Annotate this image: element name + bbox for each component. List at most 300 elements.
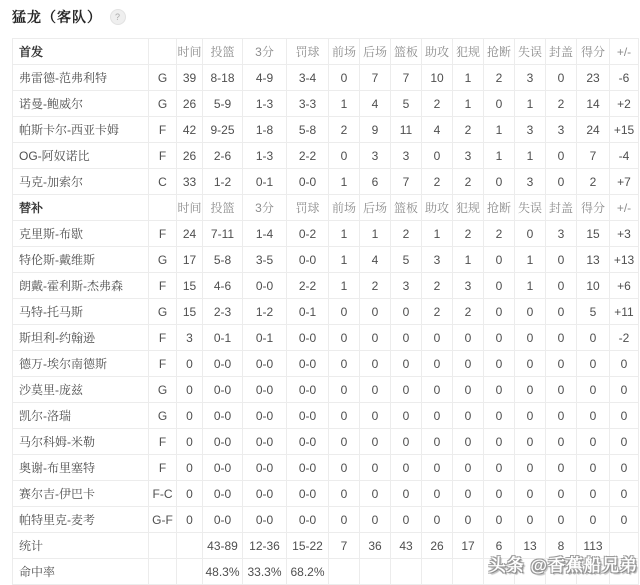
player-row xyxy=(13,299,639,325)
stat-stl: 0 xyxy=(484,455,515,481)
stat-oreb: 0 xyxy=(329,403,360,429)
stat-plusminus: +6 xyxy=(610,273,639,299)
player-row xyxy=(13,455,639,481)
col-header-blk: 封盖 xyxy=(546,39,577,65)
stat-plusminus: +3 xyxy=(610,221,639,247)
player-row xyxy=(13,247,639,273)
col-header-time: 时间 xyxy=(177,39,203,65)
summary-pf xyxy=(453,559,484,585)
stat-ast: 2 xyxy=(422,299,453,325)
stat-stl: 0 xyxy=(484,351,515,377)
stat-pf: 0 xyxy=(453,351,484,377)
col-header-pf: 犯规 xyxy=(453,39,484,65)
stat-ft: 0-0 xyxy=(287,325,329,351)
summary-time xyxy=(177,533,203,559)
stat-blk: 0 xyxy=(546,325,577,351)
stat-tov: 0 xyxy=(515,299,546,325)
stat-time: 42 xyxy=(177,117,203,143)
stat-3pt: 4-9 xyxy=(243,65,287,91)
player-position: F xyxy=(149,351,177,377)
stat-reb: 0 xyxy=(391,299,422,325)
stat-reb: 0 xyxy=(391,481,422,507)
stat-stl: 1 xyxy=(484,117,515,143)
stat-blk: 0 xyxy=(546,247,577,273)
player-position: F-C xyxy=(149,481,177,507)
summary-fg: 48.3% xyxy=(203,559,243,585)
stat-pf: 2 xyxy=(453,169,484,195)
stat-fg: 8-18 xyxy=(203,65,243,91)
stat-blk: 0 xyxy=(546,507,577,533)
stat-reb: 0 xyxy=(391,351,422,377)
stat-blk: 0 xyxy=(546,143,577,169)
stat-ast: 0 xyxy=(422,507,453,533)
player-name: 特伦斯-戴维斯 xyxy=(13,247,149,273)
stat-blk: 0 xyxy=(546,403,577,429)
stat-tov: 1 xyxy=(515,91,546,117)
stat-plusminus: 0 xyxy=(610,429,639,455)
team-title xyxy=(12,7,126,27)
stat-ast: 0 xyxy=(422,403,453,429)
col-header-pf: 犯规 xyxy=(453,195,484,221)
player-position: G xyxy=(149,377,177,403)
stat-ft: 0-0 xyxy=(287,507,329,533)
stat-pf: 1 xyxy=(453,91,484,117)
stat-oreb: 1 xyxy=(329,91,360,117)
stat-pf: 0 xyxy=(453,507,484,533)
stat-stl: 0 xyxy=(484,91,515,117)
summary-ft: 68.2% xyxy=(287,559,329,585)
stat-ft: 0-0 xyxy=(287,455,329,481)
stat-time: 39 xyxy=(177,65,203,91)
stat-pts: 0 xyxy=(577,351,610,377)
stat-ft: 3-3 xyxy=(287,91,329,117)
player-position: F xyxy=(149,455,177,481)
stat-oreb: 0 xyxy=(329,143,360,169)
stat-time: 15 xyxy=(177,273,203,299)
stat-3pt: 1-4 xyxy=(243,221,287,247)
watermark: 头条 @香蕉船兄弟 xyxy=(488,556,638,575)
col-header-ast: 助攻 xyxy=(422,195,453,221)
player-position: F xyxy=(149,117,177,143)
col-header-ft: 罚球 xyxy=(287,195,329,221)
stat-3pt: 0-0 xyxy=(243,429,287,455)
stat-tov: 0 xyxy=(515,377,546,403)
summary-oreb xyxy=(329,559,360,585)
stat-blk: 3 xyxy=(546,221,577,247)
stat-time: 24 xyxy=(177,221,203,247)
stat-blk: 0 xyxy=(546,169,577,195)
stat-oreb: 0 xyxy=(329,325,360,351)
stat-stl: 0 xyxy=(484,403,515,429)
player-name: 斯坦利-约翰逊 xyxy=(13,325,149,351)
stat-stl: 0 xyxy=(484,299,515,325)
stat-ft: 0-2 xyxy=(287,221,329,247)
player-position: G xyxy=(149,403,177,429)
stat-dreb: 0 xyxy=(360,377,391,403)
player-name: 沙莫里-庞兹 xyxy=(13,377,149,403)
stat-blk: 3 xyxy=(546,117,577,143)
stat-pts: 2 xyxy=(577,169,610,195)
stat-oreb: 0 xyxy=(329,65,360,91)
stat-ast: 1 xyxy=(422,221,453,247)
stat-fg: 0-0 xyxy=(203,481,243,507)
stat-tov: 0 xyxy=(515,221,546,247)
stat-tov: 0 xyxy=(515,429,546,455)
stat-dreb: 2 xyxy=(360,273,391,299)
stat-reb: 11 xyxy=(391,117,422,143)
stat-tov: 3 xyxy=(515,65,546,91)
stat-pf: 3 xyxy=(453,273,484,299)
team-title-text: 猛龙（客队） xyxy=(12,9,102,25)
player-name: 帕斯卡尔-西亚卡姆 xyxy=(13,117,149,143)
stat-dreb: 0 xyxy=(360,455,391,481)
summary-blk: 8 xyxy=(546,533,577,559)
stat-pts: 13 xyxy=(577,247,610,273)
col-header-stl: 抢断 xyxy=(484,195,515,221)
stat-3pt: 0-1 xyxy=(243,169,287,195)
stat-stl: 0 xyxy=(484,429,515,455)
summary-reb xyxy=(391,559,422,585)
summary-position xyxy=(149,533,177,559)
summary-ft: 15-22 xyxy=(287,533,329,559)
stat-fg: 4-6 xyxy=(203,273,243,299)
player-row xyxy=(13,325,639,351)
player-position: G xyxy=(149,65,177,91)
player-row xyxy=(13,351,639,377)
stat-pts: 0 xyxy=(577,429,610,455)
stat-ft: 0-0 xyxy=(287,377,329,403)
stat-ast: 0 xyxy=(422,481,453,507)
stat-plusminus: 0 xyxy=(610,403,639,429)
summary-dreb xyxy=(360,559,391,585)
col-header-dreb: 后场 xyxy=(360,195,391,221)
player-row xyxy=(13,507,639,533)
player-position: G-F xyxy=(149,507,177,533)
col-header-fg: 投篮 xyxy=(203,39,243,65)
stat-pf: 0 xyxy=(453,429,484,455)
stat-dreb: 0 xyxy=(360,481,391,507)
stat-pts: 10 xyxy=(577,273,610,299)
summary-pf: 17 xyxy=(453,533,484,559)
stat-blk: 0 xyxy=(546,65,577,91)
player-row xyxy=(13,169,639,195)
stat-tov: 1 xyxy=(515,273,546,299)
stat-pts: 0 xyxy=(577,377,610,403)
player-row xyxy=(13,377,639,403)
col-header-tov: 失误 xyxy=(515,39,546,65)
stat-stl: 2 xyxy=(484,221,515,247)
player-name: 德万-埃尔南德斯 xyxy=(13,351,149,377)
player-position: F xyxy=(149,221,177,247)
stat-tov: 1 xyxy=(515,247,546,273)
stat-plusminus: 0 xyxy=(610,507,639,533)
stat-plusminus: 0 xyxy=(610,377,639,403)
col-header-plusminus: +/- xyxy=(610,39,639,65)
stat-reb: 5 xyxy=(391,91,422,117)
stat-oreb: 2 xyxy=(329,117,360,143)
stat-dreb: 3 xyxy=(360,143,391,169)
stat-3pt: 0-0 xyxy=(243,377,287,403)
stat-time: 26 xyxy=(177,91,203,117)
player-position: G xyxy=(149,91,177,117)
stat-fg: 9-25 xyxy=(203,117,243,143)
col-header-reb: 篮板 xyxy=(391,195,422,221)
stat-ast: 0 xyxy=(422,325,453,351)
stat-dreb: 0 xyxy=(360,299,391,325)
summary-time xyxy=(177,559,203,585)
stat-stl: 0 xyxy=(484,169,515,195)
summary-fg: 43-89 xyxy=(203,533,243,559)
stat-dreb: 0 xyxy=(360,507,391,533)
summary-oreb: 7 xyxy=(329,533,360,559)
stat-ast: 2 xyxy=(422,273,453,299)
stat-oreb: 1 xyxy=(329,247,360,273)
player-name: 马特-托马斯 xyxy=(13,299,149,325)
stat-dreb: 1 xyxy=(360,221,391,247)
stat-3pt: 0-0 xyxy=(243,481,287,507)
col-header-stl: 抢断 xyxy=(484,39,515,65)
stat-fg: 0-0 xyxy=(203,507,243,533)
stat-dreb: 0 xyxy=(360,403,391,429)
stat-3pt: 3-5 xyxy=(243,247,287,273)
stat-pts: 14 xyxy=(577,91,610,117)
col-header-reb: 篮板 xyxy=(391,39,422,65)
stat-pf: 2 xyxy=(453,221,484,247)
player-position: G xyxy=(149,299,177,325)
stat-pf: 0 xyxy=(453,377,484,403)
stat-ast: 2 xyxy=(422,91,453,117)
position-header xyxy=(149,195,177,221)
player-position: C xyxy=(149,169,177,195)
stat-dreb: 0 xyxy=(360,351,391,377)
player-row xyxy=(13,143,639,169)
stat-time: 0 xyxy=(177,351,203,377)
stat-fg: 0-0 xyxy=(203,351,243,377)
player-position: F xyxy=(149,273,177,299)
stat-reb: 0 xyxy=(391,507,422,533)
stat-reb: 0 xyxy=(391,403,422,429)
stat-pf: 0 xyxy=(453,403,484,429)
col-header-pts: 得分 xyxy=(577,195,610,221)
stat-ast: 2 xyxy=(422,169,453,195)
stat-dreb: 0 xyxy=(360,429,391,455)
stat-fg: 7-11 xyxy=(203,221,243,247)
stat-plusminus: +13 xyxy=(610,247,639,273)
player-row xyxy=(13,221,639,247)
section-label: 替补 xyxy=(13,195,149,221)
stat-ast: 3 xyxy=(422,247,453,273)
stat-oreb: 1 xyxy=(329,273,360,299)
summary-dreb: 36 xyxy=(360,533,391,559)
stat-pts: 0 xyxy=(577,325,610,351)
stat-plusminus: 0 xyxy=(610,481,639,507)
help-icon[interactable]: ? xyxy=(110,9,126,25)
player-name: 马克-加索尔 xyxy=(13,169,149,195)
summary-ast xyxy=(422,559,453,585)
stat-fg: 2-6 xyxy=(203,143,243,169)
stat-blk: 0 xyxy=(546,455,577,481)
stat-pts: 0 xyxy=(577,481,610,507)
col-header-3pt: 3分 xyxy=(243,39,287,65)
stat-ft: 0-0 xyxy=(287,429,329,455)
stat-time: 15 xyxy=(177,299,203,325)
player-position: F xyxy=(149,429,177,455)
col-header-plusminus: +/- xyxy=(610,195,639,221)
col-header-blk: 封盖 xyxy=(546,195,577,221)
stat-stl: 0 xyxy=(484,481,515,507)
stat-ast: 0 xyxy=(422,351,453,377)
stat-reb: 7 xyxy=(391,169,422,195)
stat-stl: 0 xyxy=(484,377,515,403)
summary-stl: 6 xyxy=(484,533,515,559)
section-header-row xyxy=(13,39,639,65)
player-row xyxy=(13,273,639,299)
stat-fg: 0-0 xyxy=(203,455,243,481)
summary-3pt: 12-36 xyxy=(243,533,287,559)
summary-label: 统计 xyxy=(13,533,149,559)
stat-ast: 0 xyxy=(422,377,453,403)
stat-fg: 2-3 xyxy=(203,299,243,325)
stat-pts: 0 xyxy=(577,507,610,533)
stat-pts: 0 xyxy=(577,403,610,429)
stat-tov: 3 xyxy=(515,117,546,143)
stat-reb: 0 xyxy=(391,455,422,481)
player-row xyxy=(13,403,639,429)
stat-dreb: 4 xyxy=(360,91,391,117)
stat-reb: 0 xyxy=(391,325,422,351)
stat-blk: 2 xyxy=(546,91,577,117)
player-position: F xyxy=(149,143,177,169)
stat-time: 0 xyxy=(177,455,203,481)
stat-dreb: 4 xyxy=(360,247,391,273)
stat-plusminus: +15 xyxy=(610,117,639,143)
stat-pf: 2 xyxy=(453,299,484,325)
summary-ast: 26 xyxy=(422,533,453,559)
stat-reb: 2 xyxy=(391,221,422,247)
stat-time: 0 xyxy=(177,429,203,455)
stat-plusminus: -2 xyxy=(610,325,639,351)
stat-oreb: 0 xyxy=(329,455,360,481)
summary-reb: 43 xyxy=(391,533,422,559)
stat-ft: 0-0 xyxy=(287,247,329,273)
stat-fg: 5-8 xyxy=(203,247,243,273)
box-score-body xyxy=(13,39,639,585)
summary-tov: 13 xyxy=(515,533,546,559)
stat-ast: 0 xyxy=(422,429,453,455)
stat-dreb: 7 xyxy=(360,65,391,91)
stat-plusminus: 0 xyxy=(610,455,639,481)
stat-pts: 15 xyxy=(577,221,610,247)
stat-pts: 7 xyxy=(577,143,610,169)
stat-reb: 3 xyxy=(391,273,422,299)
stat-pf: 0 xyxy=(453,481,484,507)
stat-3pt: 0-1 xyxy=(243,325,287,351)
stat-reb: 3 xyxy=(391,143,422,169)
stat-ft: 0-0 xyxy=(287,169,329,195)
stat-tov: 3 xyxy=(515,169,546,195)
stat-reb: 5 xyxy=(391,247,422,273)
stat-plusminus: +2 xyxy=(610,91,639,117)
stat-oreb: 0 xyxy=(329,351,360,377)
stat-ft: 2-2 xyxy=(287,143,329,169)
stat-plusminus: +11 xyxy=(610,299,639,325)
stat-time: 0 xyxy=(177,403,203,429)
stat-plusminus: -4 xyxy=(610,143,639,169)
player-name: 赛尔吉-伊巴卡 xyxy=(13,481,149,507)
stat-time: 0 xyxy=(177,377,203,403)
stat-stl: 0 xyxy=(484,507,515,533)
stat-dreb: 9 xyxy=(360,117,391,143)
stat-tov: 0 xyxy=(515,351,546,377)
stat-pf: 1 xyxy=(453,247,484,273)
stat-3pt: 1-3 xyxy=(243,143,287,169)
stat-plusminus: -6 xyxy=(610,65,639,91)
position-header xyxy=(149,39,177,65)
stat-stl: 0 xyxy=(484,247,515,273)
stat-ast: 0 xyxy=(422,455,453,481)
col-header-fg: 投篮 xyxy=(203,195,243,221)
col-header-oreb: 前场 xyxy=(329,195,360,221)
stat-pts: 24 xyxy=(577,117,610,143)
stat-pts: 0 xyxy=(577,455,610,481)
player-name: 诺曼-鲍威尔 xyxy=(13,91,149,117)
stat-pf: 2 xyxy=(453,117,484,143)
stat-3pt: 0-0 xyxy=(243,455,287,481)
stat-ft: 2-2 xyxy=(287,273,329,299)
stat-pf: 3 xyxy=(453,143,484,169)
stat-ft: 0-0 xyxy=(287,403,329,429)
player-row xyxy=(13,117,639,143)
col-header-pts: 得分 xyxy=(577,39,610,65)
stat-oreb: 0 xyxy=(329,481,360,507)
stat-ast: 0 xyxy=(422,143,453,169)
stat-stl: 2 xyxy=(484,65,515,91)
stat-blk: 0 xyxy=(546,429,577,455)
stat-ast: 10 xyxy=(422,65,453,91)
stat-ast: 4 xyxy=(422,117,453,143)
player-name: 弗雷德-范弗利特 xyxy=(13,65,149,91)
stat-time: 17 xyxy=(177,247,203,273)
stat-time: 26 xyxy=(177,143,203,169)
box-score-table xyxy=(12,38,639,585)
stat-fg: 0-0 xyxy=(203,377,243,403)
stat-pf: 0 xyxy=(453,455,484,481)
stat-dreb: 0 xyxy=(360,325,391,351)
player-name: 奥谢-布里塞特 xyxy=(13,455,149,481)
summary-pts: 113 xyxy=(577,533,610,559)
player-row xyxy=(13,65,639,91)
stat-blk: 0 xyxy=(546,351,577,377)
stat-3pt: 0-0 xyxy=(243,351,287,377)
stat-ft: 0-1 xyxy=(287,299,329,325)
stat-oreb: 1 xyxy=(329,169,360,195)
col-header-time: 时间 xyxy=(177,195,203,221)
stat-tov: 1 xyxy=(515,143,546,169)
stat-oreb: 1 xyxy=(329,221,360,247)
stat-tov: 0 xyxy=(515,507,546,533)
stat-pf: 0 xyxy=(453,325,484,351)
stat-fg: 1-2 xyxy=(203,169,243,195)
stat-stl: 0 xyxy=(484,273,515,299)
stat-tov: 0 xyxy=(515,325,546,351)
stat-blk: 0 xyxy=(546,273,577,299)
stat-pts: 5 xyxy=(577,299,610,325)
player-row xyxy=(13,481,639,507)
stat-reb: 0 xyxy=(391,429,422,455)
stat-time: 33 xyxy=(177,169,203,195)
player-position: F xyxy=(149,325,177,351)
player-name: 凯尔-洛瑞 xyxy=(13,403,149,429)
